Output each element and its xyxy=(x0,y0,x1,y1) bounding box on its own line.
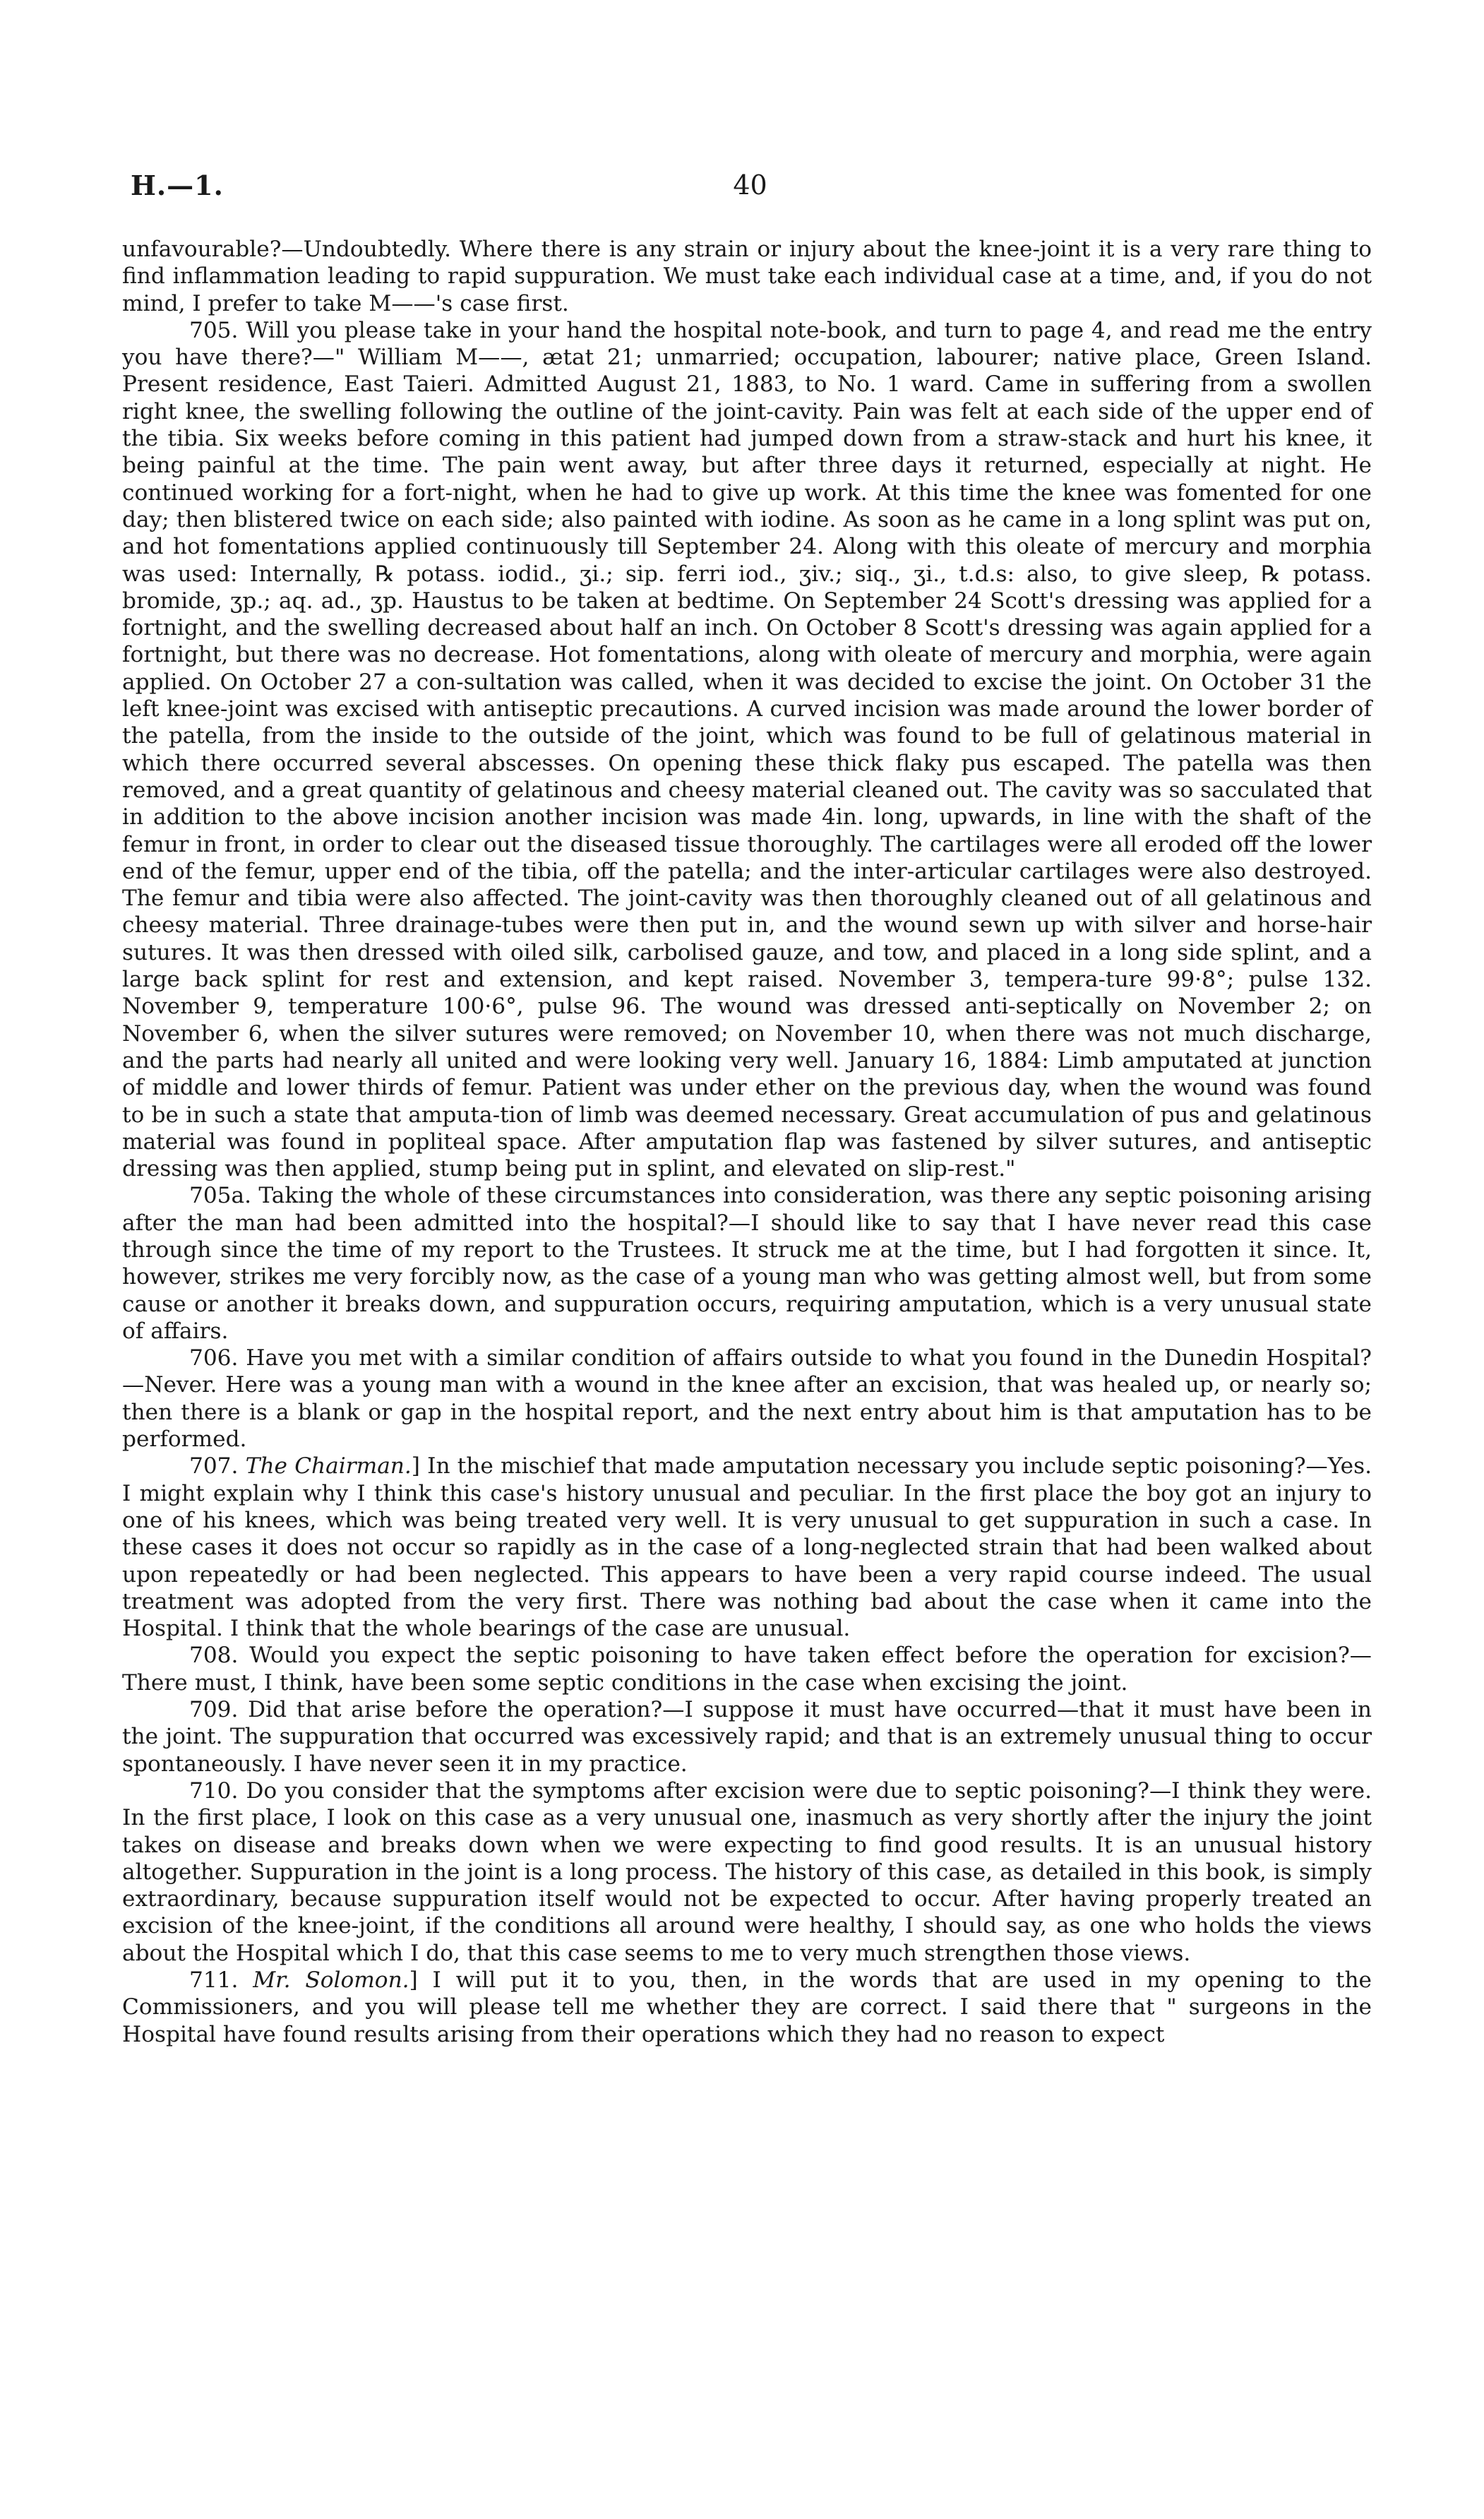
document-reference: H.—1. xyxy=(131,169,224,201)
paragraph-text: ] In the mischief that made amputation necessary you include septic poisoning?—Yes. I might explain why I think this case's history unusual and peculiar. In the first place the boy got an injury to one of his knees, which was being treated very well. It is very unusual to get suppuration in such a case. In these cases it does not occur so rapidly as in the case of a long-neglected strain that had been walked about upon repeatedly or had been neglected. This appears to have been a very rapid course indeed. The usual treatment was adopted from the very first. There was nothing bad about the case when it came into the Hospital. I think that the whole bearings of the case are unusual. xyxy=(122,1453,1372,1642)
question-number: 707. xyxy=(189,1453,239,1479)
paragraph-709: 709. Did that arise before the operation?—I suppose it must have occurred—that it must have been in the joint. The suppuration that occurred was excessively rapid; and that is an extremely unusual thing to occur spontaneously. I have never seen it in my practice. xyxy=(122,1697,1372,1777)
page-number: 40 xyxy=(733,169,767,201)
paragraph-711 xyxy=(122,1967,1372,2048)
paragraph-708: 708. Would you expect the septic poisoning to have taken effect before the operation for excision?—There must, I think, have been some septic conditions in the case when excising the joint. xyxy=(122,1643,1372,1696)
paragraph-706: 706. Have you met with a similar condition of affairs outside to what you found in the Dunedin Hospital?—Never. Here was a young man with a wound in the knee after an excision, that was healed up, or nearly so; then there is a blank or gap in the hospital report, and the next entry about him is that amputation has to be performed. xyxy=(122,1345,1372,1453)
paragraph-707 xyxy=(122,1453,1372,1642)
paragraph-705: 705. Will you please take in your hand the hospital note-book, and turn to page 4, and read me the entry you have there?—" William M——, ætat 21; unmarried; occupation, labourer; native place, Green Island. Present residence, East Taieri. Admitted August 21, 1883, to No. 1 ward. Came in suffering from a swollen right knee, the swelling following the outline of the joint-cavity. Pain was felt at each side of the upper end of the tibia. Six weeks before coming in this patient had jumped down from a straw-stack and hurt his knee, it being painful at the time. The pain went away, but after three days it returned, especially at night. He continued working for a fort-night, when he had to give up work. At this time the knee was fomented for one day; then blistered twice on each side; also painted with iodine. As soon as he came in a long splint was put on, and hot fomentations applied continuously till September 24. Along with this oleate of mercury and morphia was used: Internally, ℞ potass. iodid., ʒi.; sip. ferri iod., ʒiv.; siq., ʒi., t.d.s: also, to give sleep, ℞ potass. bromide, ʒp.; aq. ad., ʒp. Haustus to be taken at bedtime. On September 24 Scott's dressing was applied for a fortnight, and the swelling decreased about half an inch. On October 8 Scott's dressing was again applied for a fortnight, but there was no decrease. Hot fomentations, along with oleate of mercury and morphia, were again applied. On October 27 a con-sultation was called, when it was decided to excise the joint. On October 31 the left knee-joint was excised with antiseptic precautions. A curved incision was made around the lower border of the patella, from the inside to the outside of the joint, which was found to be full of gelatinous material in which there occurred several abscesses. On opening these thick flaky pus escaped. The patella was then removed, and a great quantity of gelatinous and cheesy material cleaned out. The cavity was so sacculated that in addition to the above incision another incision was made 4in. long, upwards, in line with the shaft of the femur in front, in order to clear out the diseased tissue thoroughly. The cartilages were all eroded off the lower end of the femur, upper end of the tibia, off the patella; and the inter-articular cartilages were also destroyed. The femur and tibia were also affected. The joint-cavity was then thoroughly cleaned out of all gelatinous and cheesy material. Three drainage-tubes were then put in, and the wound sewn up with silver and horse-hair sutures. It was then dressed with oiled silk, carbolised gauze, and tow, and placed in a long side splint, and a large back splint for rest and extension, and kept raised. November 3, tempera-ture 99·8°; pulse 132. November 9, temperature 100·6°, pulse 96. The wound was dressed anti-septically on November 2; on November 6, when the silver sutures were removed; on November 10, when there was not much discharge, and the parts had nearly all united and were looking very well. January 16, 1884: Limb amputated at junction of middle and lower thirds of femur. Patient was under ether on the previous day, when the wound was found to be in such a state that amputa-tion of limb was deemed necessary. Great accumulation of pus and gelatinous material was found in popliteal space. After amputation flap was fastened by silver sutures, and antiseptic dressing was then applied, stump being put in splint, and elevated on slip-rest." xyxy=(122,317,1372,1182)
speaker-name: The Chairman. xyxy=(245,1453,412,1479)
paragraph-continuation: unfavourable?—Undoubtedly. Where there is any strain or injury about the knee-joint it is a very rare thing to find inflammation leading to rapid suppuration. We must take each individual case at a time, and, if you do not mind, I prefer to take M——'s case first. xyxy=(122,237,1372,316)
body-text xyxy=(122,236,1372,2048)
question-number: 711. xyxy=(189,1967,239,1993)
paragraph-text: ] I will put it to you, then, in the words that are used in my opening to the Commissioners, and you will please tell me whether they are correct. I said there that " surgeons in the Hospital have found results arising from their operations which they had no reason to expect xyxy=(122,1967,1372,2047)
speaker-name: Mr. Solomon. xyxy=(253,1967,409,1993)
paragraph-710: 710. Do you consider that the symptoms after excision were due to septic poisoning?—I think they were. In the first place, I look on this case as a very unusual one, inasmuch as very shortly after the injury the joint takes on disease and breaks down when we were expecting to find good results. It is an unusual history altogether. Suppuration in the joint is a long process. The history of this case, as detailed in this book, is simply extraordinary, because suppuration itself would not be expected to occur. After having properly treated an excision of the knee-joint, if the conditions all around were healthy, I should say, as one who holds the views about the Hospital which I do, that this case seems to me to very much strengthen those views. xyxy=(122,1777,1372,1966)
paragraph-705a: 705a. Taking the whole of these circumstances into consideration, was there any septic poisoning arising after the man had been admitted into the hospital?—I should like to say that I have never read this case through since the time of my report to the Trustees. It struck me at the time, but I had forgotten it since. It, however, strikes me very forcibly now, as the case of a young man who was getting almost well, but from some cause or another it breaks down, and suppuration occurs, requiring amputation, which is a very unusual state of affairs. xyxy=(122,1183,1372,1344)
page-header xyxy=(131,169,1370,212)
